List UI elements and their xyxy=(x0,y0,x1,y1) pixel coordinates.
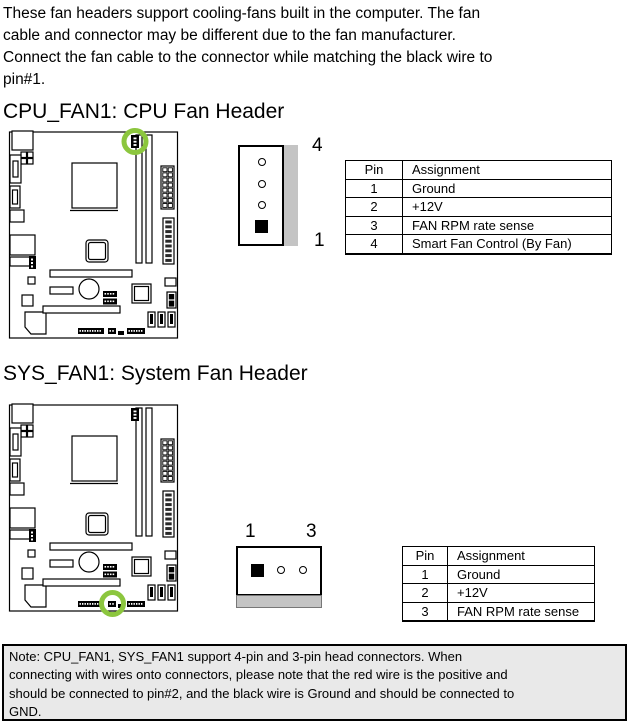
text-line: cable and connector may be different due to the fan manufacturer. xyxy=(3,27,456,44)
intro-paragraph xyxy=(3,3,492,91)
pin1-square xyxy=(251,564,264,577)
sys-fan-pin3-label: 3 xyxy=(306,521,317,542)
cpu-fan-pin1-label: 1 xyxy=(314,230,325,251)
note-box xyxy=(2,644,627,721)
pin4-hole xyxy=(258,158,266,166)
connector-key-slot xyxy=(283,145,298,246)
connector-body xyxy=(236,546,322,596)
pin-column-header: Pin xyxy=(403,547,448,566)
cpu-fan-connector-diagram xyxy=(233,132,338,257)
table-header-row xyxy=(346,161,612,180)
sys-fan-heading: SYS_FAN1: System Fan Header xyxy=(3,362,308,385)
pin3-hole xyxy=(258,180,266,188)
sys-fan-pin-table xyxy=(402,546,595,622)
text-line: GND. xyxy=(9,703,42,719)
connector-key-slot xyxy=(236,595,322,608)
pin3-hole xyxy=(299,566,307,574)
table-row: 3 FAN RPM rate sense xyxy=(403,602,595,621)
text-line: Note: CPU_FAN1, SYS_FAN1 support 4-pin and 3-pin head connectors. When xyxy=(9,649,463,664)
pin2-hole xyxy=(258,201,266,209)
text-line: should be connected to pin#2, and the black wire is Ground and should be connected to xyxy=(9,685,515,701)
pin-column-header: Pin xyxy=(346,161,403,180)
table-row: 4 Smart Fan Control (By Fan) xyxy=(346,235,612,254)
table-row: 2 +12V xyxy=(346,198,612,217)
assignment-column-header: Assignment xyxy=(448,547,595,566)
cpu-fan-pin4-label: 4 xyxy=(312,135,323,156)
table-row: 1 Ground xyxy=(346,179,612,198)
text-line: pin#1. xyxy=(3,71,46,88)
table-header-row xyxy=(403,547,595,566)
motherboard-diagram-sys-fan xyxy=(8,401,186,615)
text-line: These fan headers support cooling-fans built in the computer. The fan xyxy=(3,5,481,22)
text-line: connecting with wires onto connectors, please note that the red wire is the positive and xyxy=(9,667,508,683)
cpu-fan-heading: CPU_FAN1: CPU Fan Header xyxy=(3,100,285,123)
text-line: Connect the fan cable to the connector while matching the black wire to xyxy=(3,49,493,66)
sys-fan-connector-diagram xyxy=(233,521,345,616)
sys-fan-pin1-label: 1 xyxy=(245,521,256,542)
cpu-fan-pin-table xyxy=(345,160,612,255)
pin1-square xyxy=(255,220,268,233)
assignment-column-header: Assignment xyxy=(403,161,612,180)
motherboard-diagram-cpu-fan xyxy=(8,128,186,342)
pin2-hole xyxy=(277,566,285,574)
table-row: 3 FAN RPM rate sense xyxy=(346,216,612,235)
table-row: 2 +12V xyxy=(403,584,595,603)
connector-body xyxy=(238,145,284,246)
table-row: 1 Ground xyxy=(403,565,595,584)
